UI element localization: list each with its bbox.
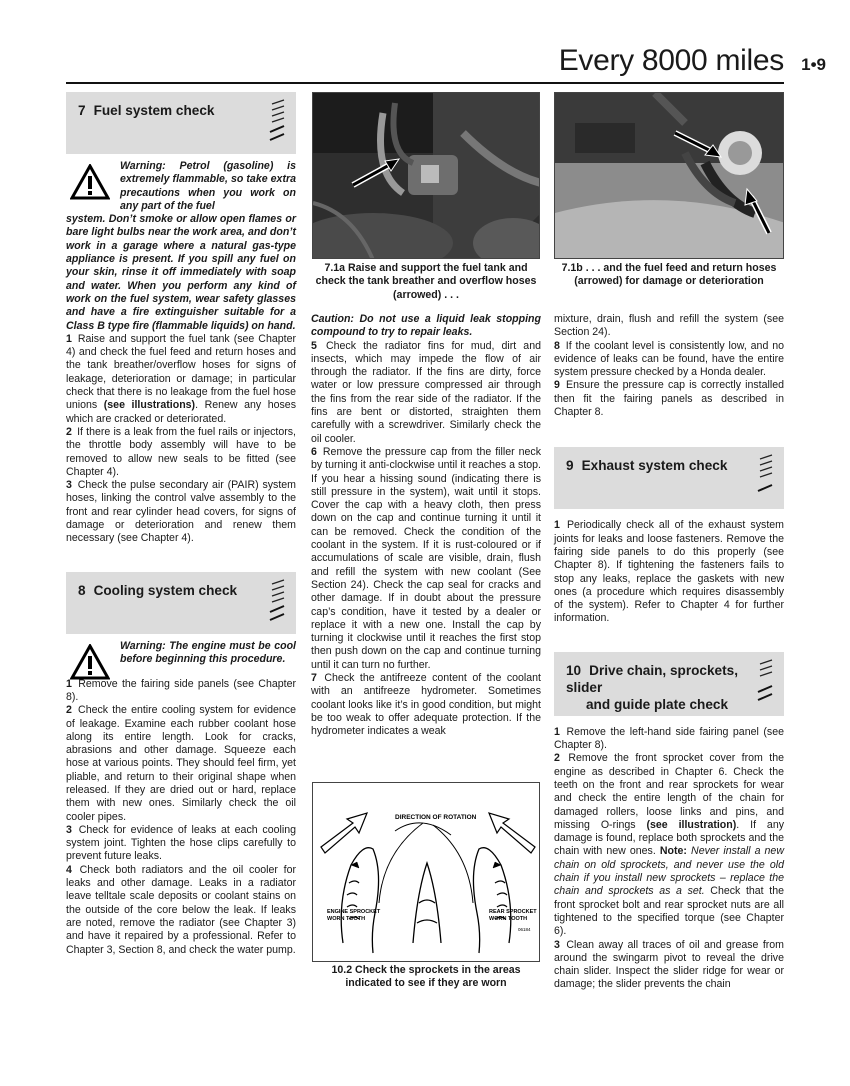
section-7-heading: [66, 92, 296, 154]
sprocket-diagram: [312, 782, 540, 962]
caution-text: Caution: Do not use a liquid leak stopping compound to try to repair leaks.: [311, 313, 541, 339]
sec8-para-3: 3 Check for evidence of leaks at each cooling system joint. Tighten the hose clips carefully to prevent future leaks.: [66, 823, 296, 863]
sec8-para-9: 9 Ensure the pressure cap is correctly installed then fit the fairing panels as described in Chapter 8.: [554, 379, 784, 419]
column-2: [311, 313, 541, 739]
caption-7-1a: 7.1a Raise and support the fuel tank and check the tank breather and overflow hoses (arrowed) . . .: [315, 262, 537, 301]
photo-fuel-feed-return-hoses: [554, 92, 784, 259]
diagram-engine-label: ENGINE SPROCKET: [327, 909, 381, 915]
sec8-para-5: 5 Check the radiator fins for mud, dirt and insects, which may impede the flow of air through the radiator. If the fins are dirty, force water or low pressure compressed air through the fins from the rear side of the radiator. If the fins are bent or distorted, straighten them carefully with a screwdriver. Similarly check the oil cooler.: [311, 339, 541, 445]
fuel-warning: [66, 154, 296, 333]
caption-10-2: 10.2 Check the sprockets in the areas indicated to see if they are worn: [331, 964, 521, 990]
warning-triangle-icon: [70, 644, 110, 680]
page-title: Every 8000 miles: [558, 44, 784, 77]
caption-7-1b: 7.1b . . . and the fuel feed and return hoses (arrowed) for damage or deterioration: [561, 262, 777, 288]
photo-fuel-tank-breather: [312, 92, 540, 259]
section-10-heading: [554, 652, 784, 716]
section-number: 8: [78, 582, 86, 598]
section-number: 10: [566, 662, 582, 678]
sec10-para-1: 1 Remove the left-hand side fairing panel (see Chapter 8).: [554, 725, 784, 752]
diagram-engine-label-2: WORN TOOTH: [327, 916, 366, 922]
diagram-code: 06184: [518, 927, 531, 932]
sec7-para-2: 2 If there is a leak from the fuel rails or injectors, the throttle body assembly will have to be removed to allow new seals to be fitted (see Chapter 4).: [66, 425, 296, 478]
warning-triangle-icon: [70, 164, 110, 200]
sec9-para-1: 1 Periodically check all of the exhaust system joints for leaks and loose fasteners. Remove the fairing side panels to do this properly (see Chapter 8). If tightening the fasteners fails to stop any leaks, replace the gaskets with new ones (a procedure which requires disassembly of the system). Refer to Chapter 4 for further information.: [554, 519, 784, 625]
diagram-rear-label-2: WORN TOOTH: [489, 916, 528, 922]
warning-text-bottom: system. Don’t smoke or allow open flames or bare light bulbs near the work area, and don’t work in a garage where a natural gas-type appliance is present. If you spill any fuel on your skin, rinse it off immediately with soap and water. When you perform any kind of work on the fuel system, wear safety glasses and have a fire extinguisher suitable for a Class B type fire (flammable liquids) on hand.: [66, 213, 296, 332]
sec8-para-4: 4 Check both radiators and the oil cooler for leaks and other damage. Leaks in a radiator leave telltale scale deposits or coolant stains on the outside of the core below the leak. If leaks are noted, remove the radiator (see Chapter 3) and have it repaired by a professional. Refer to Chapter 3, Section 8, and check the water pump.: [66, 863, 296, 956]
sec8-para-2: 2 Check the entire cooling system for evidence of leakage. Examine each rubber coolant hose along its entire length. Look for cracks, abrasions and other damage. Squeeze each hose at various points. They should feel firm, yet pliable, and return to their original shape when released. If they are dried out or hard, replace them with new ones. Similarly check the oil cooler pipes.: [66, 704, 296, 823]
sec8-para-7-cont: mixture, drain, flush and refill the system (see Section 24).: [554, 313, 784, 339]
sec8-para-8: 8 If the coolant level is consistently low, and no evidence of leaks can be found, have the entire system pressure checked by a Honda dealer.: [554, 339, 784, 379]
sec10-para-2: 2 Remove the front sprocket cover from the engine as described in Chapter 6. Check the teeth on the front and rear sprockets for wear and check the entire length of the chain for damaged rollers, loose links and pins, and missing O-rings (see illustration). If any damage is found, replace both sprockets and the chain with new ones. Note: Never install a new chain on old sprockets, and never use the old chain if you install new sprockets – replace the chain and sprockets as a set. Check that the front sprocket bolt and rear sprocket nuts are all tightened to the specified torque (see Chapter 6).: [554, 752, 785, 938]
section-title: Fuel system check: [93, 103, 215, 118]
section-title-line-2: and guide plate check: [586, 696, 729, 712]
sec7-para-1: 1 Raise and support the fuel tank (see Chapter 4) and check the fuel feed and return hoses and the tank breather/overflow hoses for signs of leakage, deterioration or damage; in particular check that there is no leakage from the fuel hose unions (see illustrations). Renew any hoses which are cracked or deteriorated.: [66, 332, 296, 425]
warning-text-top: Warning: Petrol (gasoline) is extremely flammable, so take extra precautions when you work on any part of the fuel: [120, 160, 296, 212]
difficulty-wrench-icon: [266, 98, 290, 148]
engine-warning: [66, 634, 296, 678]
section-number: 7: [78, 103, 86, 118]
sec10-para-3: 3 Clean away all traces of oil and grease from around the swingarm pivot to reveal the drive chain slider. Inspect the slider ridge for wear or damage; the slider prevents the chain: [554, 938, 785, 991]
difficulty-wrench-icon: [754, 658, 778, 708]
sec8-para-1: 1 Remove the fairing side panels (see Chapter 8).: [66, 677, 296, 703]
difficulty-wrench-icon: [266, 578, 290, 628]
header-divider: [66, 82, 784, 84]
section-number: 9: [566, 458, 574, 474]
section-8-heading: [66, 572, 296, 634]
column-3: [554, 313, 784, 992]
difficulty-wrench-icon: [754, 453, 778, 503]
section-9-heading: [554, 447, 784, 509]
page-number: 1•9: [801, 55, 826, 74]
section-title: Drive chain, sprockets, slider: [566, 662, 738, 695]
sec8-para-7: 7 Check the antifreeze content of the coolant with an antifreeze hydrometer. Sometimes coolant looks like it’s in good condition, but might be too weak to offer adequate protection. If the hydrometer indicates a weak: [311, 672, 541, 738]
warning-text: Warning: The engine must be cool before beginning this procedure.: [120, 639, 296, 665]
column-1: [66, 92, 296, 957]
section-title: Cooling system check: [93, 582, 238, 598]
diagram-rear-label: REAR SPROCKET: [489, 909, 537, 915]
sec8-para-6: 6 Remove the pressure cap from the filler neck by turning it anti-clockwise until it reaches a stop. If you hear a hissing sound (indicating there is still pressure in the system), wait until it stops. Cover the cap with a heavy cloth, then press down on the cap and continue turning it until it can be removed. Check the condition of the coolant in the system. If it is rust-coloured or if accumulations of scale are visible, drain, flush and refill the system with new coolant (See Section 24). Check the cap seal for cracks and other damage. If in doubt about the pressure cap’s condition, have it tested by a dealer or replace it with a new one. Install the cap by turning it clockwise until it reaches the first stop then push down on the cap and continue turning until it can turn no further.: [311, 445, 541, 671]
section-title: Exhaust system check: [581, 458, 728, 474]
sec7-para-3: 3 Check the pulse secondary air (PAIR) system hoses, linking the control valve assembly to the front and rear cylinder head covers, for signs of damage or deterioration and renew them necessary (see Chapter 4).: [66, 479, 297, 545]
diagram-direction-label: DIRECTION OF ROTATION: [395, 814, 477, 821]
